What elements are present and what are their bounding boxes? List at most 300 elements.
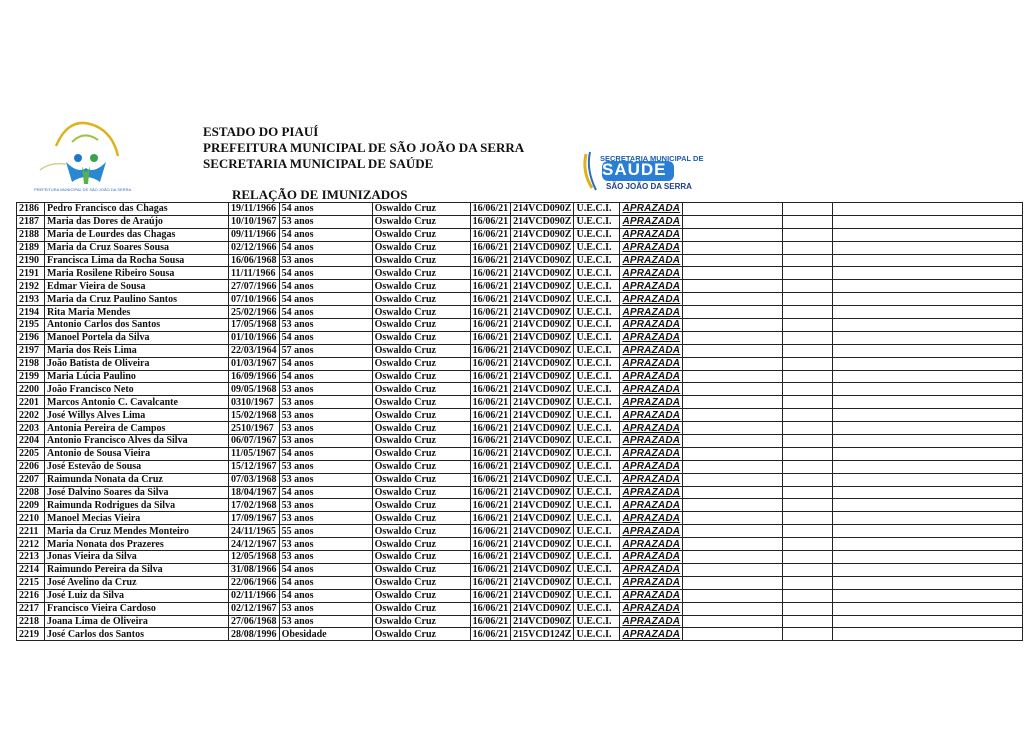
empty-cell: [783, 538, 833, 551]
health-unit: Oswaldo Cruz: [372, 551, 470, 564]
vaccination-date: 16/06/21: [470, 512, 511, 525]
table-row: [17, 280, 1023, 293]
table-row: [17, 499, 1023, 512]
vaccine-lot: 214VCD090Z: [511, 473, 574, 486]
patient-name: Pedro Francisco das Chagas: [45, 203, 229, 216]
vaccination-date: 16/06/21: [470, 563, 511, 576]
status: APRAZADA: [620, 228, 683, 241]
row-number: 2207: [17, 473, 45, 486]
place: U.E.C.I.: [574, 293, 620, 306]
empty-cell: [833, 499, 1023, 512]
row-number: 2188: [17, 228, 45, 241]
birth-date: 2510/1967: [229, 422, 280, 435]
age: 54 anos: [279, 357, 372, 370]
patient-name: José Luiz da Silva: [45, 589, 229, 602]
empty-cell: [833, 396, 1023, 409]
row-number: 2208: [17, 486, 45, 499]
birth-date: 01/10/1966: [229, 331, 280, 344]
place: U.E.C.I.: [574, 525, 620, 538]
vaccination-date: 16/06/21: [470, 447, 511, 460]
row-number: 2189: [17, 241, 45, 254]
patient-name: Maria das Dores de Araújo: [45, 215, 229, 228]
patient-name: Maria de Lourdes das Chagas: [45, 228, 229, 241]
health-unit: Oswaldo Cruz: [372, 499, 470, 512]
age: 53 anos: [279, 435, 372, 448]
age: 53 anos: [279, 460, 372, 473]
age: 54 anos: [279, 589, 372, 602]
age: 53 anos: [279, 602, 372, 615]
row-number: 2202: [17, 409, 45, 422]
vaccination-date: 16/06/21: [470, 628, 511, 641]
vaccine-lot: 214VCD090Z: [511, 267, 574, 280]
vaccination-date: 16/06/21: [470, 370, 511, 383]
empty-cell: [833, 357, 1023, 370]
empty-cell: [683, 435, 783, 448]
table-row: [17, 293, 1023, 306]
vaccine-lot: 214VCD090Z: [511, 499, 574, 512]
secretaria-saude-logo: [580, 148, 704, 196]
birth-date: 31/08/1966: [229, 563, 280, 576]
place: U.E.C.I.: [574, 331, 620, 344]
status: APRAZADA: [620, 306, 683, 319]
birth-date: 09/05/1968: [229, 383, 280, 396]
patient-name: José Dalvino Soares da Silva: [45, 486, 229, 499]
empty-cell: [683, 525, 783, 538]
status: APRAZADA: [620, 319, 683, 332]
row-number: 2201: [17, 396, 45, 409]
age: 53 anos: [279, 409, 372, 422]
empty-cell: [683, 344, 783, 357]
table-row: [17, 370, 1023, 383]
empty-cell: [833, 215, 1023, 228]
empty-cell: [783, 615, 833, 628]
place: U.E.C.I.: [574, 460, 620, 473]
birth-date: 28/08/1996: [229, 628, 280, 641]
patient-name: Rita Maria Mendes: [45, 306, 229, 319]
health-unit: Oswaldo Cruz: [372, 293, 470, 306]
age: 54 anos: [279, 293, 372, 306]
row-number: 2218: [17, 615, 45, 628]
age: 53 anos: [279, 615, 372, 628]
vaccine-lot: 214VCD090Z: [511, 435, 574, 448]
empty-cell: [683, 293, 783, 306]
empty-cell: [683, 319, 783, 332]
table-row: [17, 215, 1023, 228]
age: 53 anos: [279, 551, 372, 564]
table-row: [17, 319, 1023, 332]
empty-cell: [833, 409, 1023, 422]
vaccine-lot: 214VCD090Z: [511, 447, 574, 460]
health-unit: Oswaldo Cruz: [372, 396, 470, 409]
row-number: 2217: [17, 602, 45, 615]
health-unit: Oswaldo Cruz: [372, 602, 470, 615]
vaccination-date: 16/06/21: [470, 525, 511, 538]
age: 53 anos: [279, 422, 372, 435]
empty-cell: [683, 538, 783, 551]
vaccination-date: 16/06/21: [470, 602, 511, 615]
status: APRAZADA: [620, 409, 683, 422]
place: U.E.C.I.: [574, 447, 620, 460]
health-unit: Oswaldo Cruz: [372, 306, 470, 319]
table-row: [17, 331, 1023, 344]
empty-cell: [833, 254, 1023, 267]
patient-name: Manoel Mecias Vieira: [45, 512, 229, 525]
empty-cell: [783, 228, 833, 241]
status: APRAZADA: [620, 538, 683, 551]
empty-cell: [833, 486, 1023, 499]
age: 53 anos: [279, 396, 372, 409]
empty-cell: [833, 563, 1023, 576]
empty-cell: [683, 499, 783, 512]
place: U.E.C.I.: [574, 344, 620, 357]
row-number: 2197: [17, 344, 45, 357]
place: U.E.C.I.: [574, 267, 620, 280]
age: Obesidade: [279, 628, 372, 641]
place: U.E.C.I.: [574, 486, 620, 499]
patient-name: Maria Lúcia Paulino: [45, 370, 229, 383]
empty-cell: [833, 331, 1023, 344]
health-unit: Oswaldo Cruz: [372, 357, 470, 370]
health-unit: Oswaldo Cruz: [372, 525, 470, 538]
health-unit: Oswaldo Cruz: [372, 280, 470, 293]
empty-cell: [683, 396, 783, 409]
patient-name: Raimunda Rodrigues da Silva: [45, 499, 229, 512]
empty-cell: [683, 628, 783, 641]
empty-cell: [683, 615, 783, 628]
empty-cell: [783, 344, 833, 357]
empty-cell: [833, 422, 1023, 435]
empty-cell: [783, 525, 833, 538]
vaccination-date: 16/06/21: [470, 486, 511, 499]
table-row: [17, 512, 1023, 525]
age: 54 anos: [279, 563, 372, 576]
vaccination-date: 16/06/21: [470, 473, 511, 486]
patient-name: Maria da Cruz Soares Sousa: [45, 241, 229, 254]
patient-name: Manoel Portela da Silva: [45, 331, 229, 344]
status: APRAZADA: [620, 241, 683, 254]
empty-cell: [683, 306, 783, 319]
table-row: [17, 241, 1023, 254]
status: APRAZADA: [620, 357, 683, 370]
row-number: 2193: [17, 293, 45, 306]
empty-cell: [783, 396, 833, 409]
birth-date: 25/02/1966: [229, 306, 280, 319]
table-row: [17, 422, 1023, 435]
vaccination-date: 16/06/21: [470, 344, 511, 357]
vaccination-date: 16/06/21: [470, 422, 511, 435]
row-number: 2192: [17, 280, 45, 293]
empty-cell: [683, 357, 783, 370]
patient-name: José Avelino da Cruz: [45, 576, 229, 589]
table-row: [17, 447, 1023, 460]
place: U.E.C.I.: [574, 396, 620, 409]
vaccination-date: 16/06/21: [470, 293, 511, 306]
empty-cell: [833, 435, 1023, 448]
vaccine-lot: 214VCD090Z: [511, 254, 574, 267]
age: 53 anos: [279, 383, 372, 396]
health-unit: Oswaldo Cruz: [372, 460, 470, 473]
empty-cell: [783, 551, 833, 564]
birth-date: 18/04/1967: [229, 486, 280, 499]
secretaria-logo-line1: SECRETARIA MUNICIPAL DE: [600, 154, 704, 163]
row-number: 2186: [17, 203, 45, 216]
empty-cell: [683, 576, 783, 589]
vaccination-date: 16/06/21: [470, 551, 511, 564]
empty-cell: [683, 473, 783, 486]
empty-cell: [783, 254, 833, 267]
status: APRAZADA: [620, 551, 683, 564]
health-unit: Oswaldo Cruz: [372, 563, 470, 576]
age: 53 anos: [279, 319, 372, 332]
health-unit: Oswaldo Cruz: [372, 447, 470, 460]
vaccination-date: 16/06/21: [470, 396, 511, 409]
row-number: 2190: [17, 254, 45, 267]
place: U.E.C.I.: [574, 499, 620, 512]
table-row: [17, 486, 1023, 499]
table-row: [17, 267, 1023, 280]
place: U.E.C.I.: [574, 563, 620, 576]
row-number: 2203: [17, 422, 45, 435]
empty-cell: [683, 602, 783, 615]
patient-name: José Estevão de Sousa: [45, 460, 229, 473]
empty-cell: [683, 370, 783, 383]
immunized-table: [16, 202, 1023, 641]
row-number: 2194: [17, 306, 45, 319]
empty-cell: [683, 267, 783, 280]
birth-date: 16/06/1968: [229, 254, 280, 267]
status: APRAZADA: [620, 615, 683, 628]
vaccination-date: 16/06/21: [470, 306, 511, 319]
vaccination-date: 16/06/21: [470, 319, 511, 332]
table-row: [17, 576, 1023, 589]
row-number: 2187: [17, 215, 45, 228]
empty-cell: [683, 486, 783, 499]
empty-cell: [783, 370, 833, 383]
row-number: 2215: [17, 576, 45, 589]
place: U.E.C.I.: [574, 203, 620, 216]
empty-cell: [683, 215, 783, 228]
health-unit: Oswaldo Cruz: [372, 512, 470, 525]
health-unit: Oswaldo Cruz: [372, 370, 470, 383]
age: 54 anos: [279, 267, 372, 280]
row-number: 2204: [17, 435, 45, 448]
empty-cell: [833, 473, 1023, 486]
table-row: [17, 435, 1023, 448]
empty-cell: [833, 576, 1023, 589]
patient-name: José Carlos dos Santos: [45, 628, 229, 641]
status: APRAZADA: [620, 447, 683, 460]
empty-cell: [683, 551, 783, 564]
vaccine-lot: 214VCD090Z: [511, 396, 574, 409]
patient-name: Maria da Cruz Paulino Santos: [45, 293, 229, 306]
vaccination-date: 16/06/21: [470, 267, 511, 280]
health-unit: Oswaldo Cruz: [372, 344, 470, 357]
age: 54 anos: [279, 331, 372, 344]
empty-cell: [683, 228, 783, 241]
age: 53 anos: [279, 254, 372, 267]
vaccine-lot: 214VCD090Z: [511, 370, 574, 383]
patient-name: Raimundo Pereira da Silva: [45, 563, 229, 576]
health-unit: Oswaldo Cruz: [372, 409, 470, 422]
empty-cell: [833, 615, 1023, 628]
vaccine-lot: 214VCD090Z: [511, 525, 574, 538]
prefeitura-logo: [26, 112, 136, 194]
status: APRAZADA: [620, 486, 683, 499]
empty-cell: [783, 357, 833, 370]
patient-name: Jonas Vieira da Silva: [45, 551, 229, 564]
patient-name: João Francisco Neto: [45, 383, 229, 396]
row-number: 2200: [17, 383, 45, 396]
empty-cell: [783, 576, 833, 589]
patient-name: Maria da Cruz Mendes Monteiro: [45, 525, 229, 538]
patient-name: Maria Nonata dos Prazeres: [45, 538, 229, 551]
patient-name: Francisco Vieira Cardoso: [45, 602, 229, 615]
vaccine-lot: 214VCD090Z: [511, 486, 574, 499]
prefeitura-logo-caption: PREFEITURA MUNICIPAL DE SÃO JOÃO DA SERRA: [34, 187, 132, 192]
status: APRAZADA: [620, 460, 683, 473]
vaccination-date: 16/06/21: [470, 538, 511, 551]
vaccine-lot: 214VCD090Z: [511, 512, 574, 525]
vaccine-lot: 214VCD090Z: [511, 576, 574, 589]
empty-cell: [783, 267, 833, 280]
status: APRAZADA: [620, 525, 683, 538]
place: U.E.C.I.: [574, 306, 620, 319]
table-row: [17, 396, 1023, 409]
empty-cell: [683, 241, 783, 254]
empty-cell: [833, 370, 1023, 383]
table-row: [17, 563, 1023, 576]
empty-cell: [833, 267, 1023, 280]
vaccine-lot: 214VCD090Z: [511, 228, 574, 241]
status: APRAZADA: [620, 215, 683, 228]
empty-cell: [783, 383, 833, 396]
table-row: [17, 628, 1023, 641]
birth-date: 07/03/1968: [229, 473, 280, 486]
table-row: [17, 589, 1023, 602]
age: 53 anos: [279, 473, 372, 486]
birth-date: 02/12/1967: [229, 602, 280, 615]
secretaria-logo-line2: SAÚDE: [602, 160, 667, 179]
status: APRAZADA: [620, 563, 683, 576]
place: U.E.C.I.: [574, 473, 620, 486]
place: U.E.C.I.: [574, 512, 620, 525]
vaccine-lot: 214VCD090Z: [511, 615, 574, 628]
table-row: [17, 473, 1023, 486]
empty-cell: [833, 602, 1023, 615]
patient-name: Edmar Vieira de Sousa: [45, 280, 229, 293]
patient-name: João Batista de Oliveira: [45, 357, 229, 370]
patient-name: Antonio Carlos dos Santos: [45, 319, 229, 332]
age: 53 anos: [279, 538, 372, 551]
vaccine-lot: 214VCD090Z: [511, 460, 574, 473]
place: U.E.C.I.: [574, 615, 620, 628]
birth-date: 10/10/1967: [229, 215, 280, 228]
vaccination-date: 16/06/21: [470, 589, 511, 602]
place: U.E.C.I.: [574, 357, 620, 370]
vaccine-lot: 214VCD090Z: [511, 331, 574, 344]
vaccine-lot: 214VCD090Z: [511, 551, 574, 564]
vaccination-date: 16/06/21: [470, 215, 511, 228]
status: APRAZADA: [620, 512, 683, 525]
vaccine-lot: 214VCD090Z: [511, 241, 574, 254]
age: 54 anos: [279, 241, 372, 254]
birth-date: 27/07/1966: [229, 280, 280, 293]
place: U.E.C.I.: [574, 551, 620, 564]
empty-cell: [783, 280, 833, 293]
vaccine-lot: 214VCD090Z: [511, 280, 574, 293]
empty-cell: [783, 473, 833, 486]
place: U.E.C.I.: [574, 319, 620, 332]
place: U.E.C.I.: [574, 538, 620, 551]
status: APRAZADA: [620, 370, 683, 383]
vaccination-date: 16/06/21: [470, 499, 511, 512]
vaccination-date: 16/06/21: [470, 254, 511, 267]
row-number: 2209: [17, 499, 45, 512]
row-number: 2219: [17, 628, 45, 641]
row-number: 2212: [17, 538, 45, 551]
empty-cell: [833, 589, 1023, 602]
birth-date: 27/06/1968: [229, 615, 280, 628]
age: 54 anos: [279, 576, 372, 589]
status: APRAZADA: [620, 280, 683, 293]
empty-cell: [783, 409, 833, 422]
age: 53 anos: [279, 215, 372, 228]
health-unit: Oswaldo Cruz: [372, 203, 470, 216]
vaccine-lot: 214VCD090Z: [511, 409, 574, 422]
vaccine-lot: 214VCD090Z: [511, 563, 574, 576]
status: APRAZADA: [620, 331, 683, 344]
status: APRAZADA: [620, 589, 683, 602]
empty-cell: [683, 331, 783, 344]
empty-cell: [683, 563, 783, 576]
birth-date: 07/10/1966: [229, 293, 280, 306]
empty-cell: [783, 241, 833, 254]
status: APRAZADA: [620, 254, 683, 267]
place: U.E.C.I.: [574, 628, 620, 641]
vaccine-lot: 214VCD090Z: [511, 203, 574, 216]
empty-cell: [833, 280, 1023, 293]
health-unit: Oswaldo Cruz: [372, 215, 470, 228]
birth-date: 02/11/1966: [229, 589, 280, 602]
vaccine-lot: 214VCD090Z: [511, 602, 574, 615]
vaccination-date: 16/06/21: [470, 280, 511, 293]
empty-cell: [783, 422, 833, 435]
empty-cell: [833, 293, 1023, 306]
birth-date: 01/03/1967: [229, 357, 280, 370]
row-number: 2205: [17, 447, 45, 460]
empty-cell: [783, 499, 833, 512]
place: U.E.C.I.: [574, 602, 620, 615]
birth-date: 17/02/1968: [229, 499, 280, 512]
patient-name: Marcos Antonio C. Cavalcante: [45, 396, 229, 409]
health-unit: Oswaldo Cruz: [372, 473, 470, 486]
vaccine-lot: 214VCD090Z: [511, 589, 574, 602]
age: 54 anos: [279, 228, 372, 241]
patient-name: Maria Rosilene Ribeiro Sousa: [45, 267, 229, 280]
empty-cell: [683, 422, 783, 435]
vaccine-lot: 215VCD124Z: [511, 628, 574, 641]
birth-date: 24/11/1965: [229, 525, 280, 538]
place: U.E.C.I.: [574, 280, 620, 293]
table-row: [17, 525, 1023, 538]
vaccination-date: 16/06/21: [470, 615, 511, 628]
birth-date: 17/09/1967: [229, 512, 280, 525]
status: APRAZADA: [620, 344, 683, 357]
health-unit: Oswaldo Cruz: [372, 267, 470, 280]
age: 57 anos: [279, 344, 372, 357]
vaccination-date: 16/06/21: [470, 357, 511, 370]
status: APRAZADA: [620, 422, 683, 435]
